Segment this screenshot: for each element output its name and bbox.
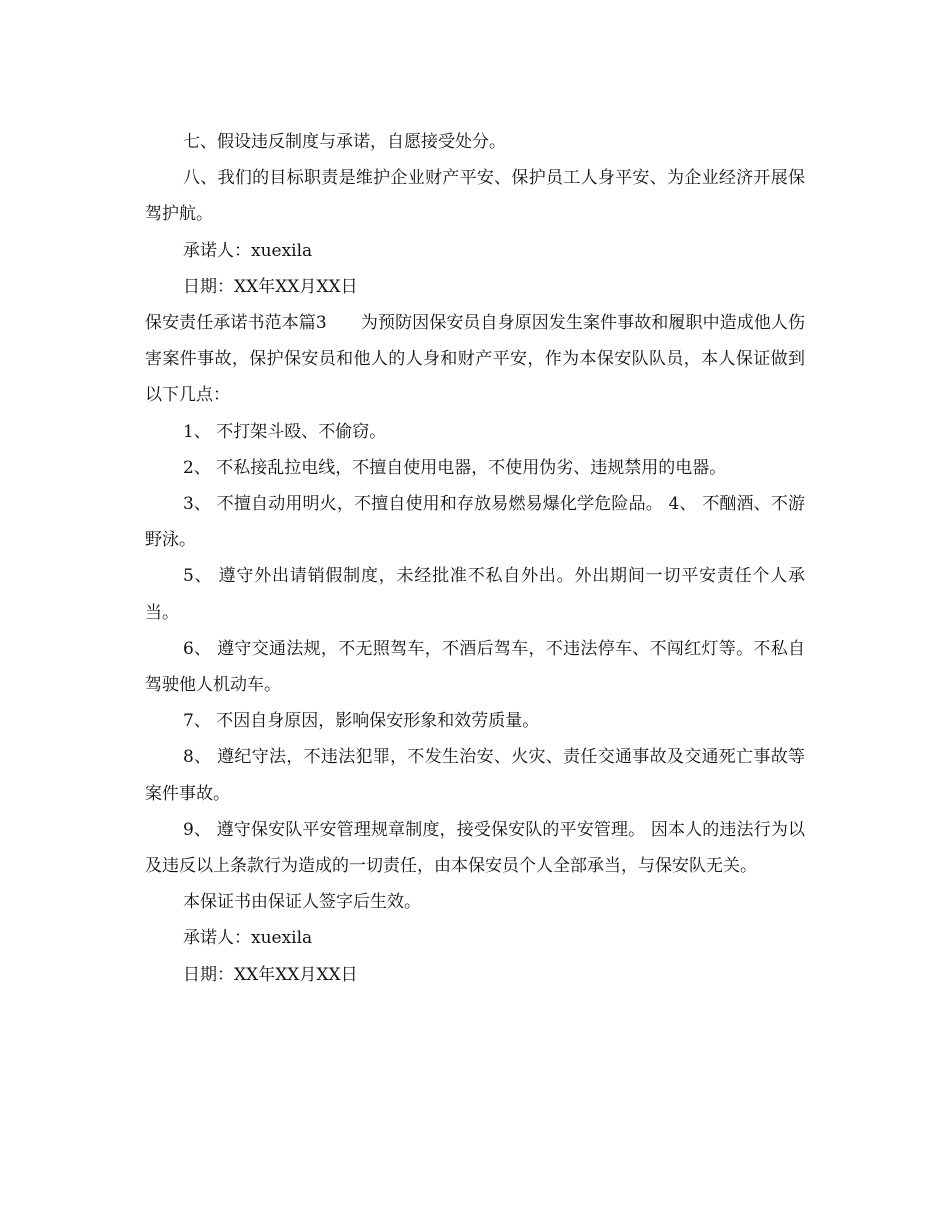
rule-item-5: 5、 遵守外出请销假制度，未经批准不私自外出。外出期间一切平安责任个人承当。 xyxy=(145,566,805,623)
paragraph-item-8: 八、我们的目标职责是维护企业财产平安、保护员工人身平安、为企业经济开展保驾护航。 xyxy=(145,168,805,225)
rule-item-1: 1、 不打架斗殴、不偷窃。 xyxy=(183,421,387,442)
paragraph-item-7: 七、假设违反制度与承诺，自愿接受处分。 xyxy=(183,132,506,152)
section-3-intro: 保安责任承诺书范本篇3 为预防因保安员自身原因发生案件事故和履职中造成他人伤害案件事故，保护保安员和他人的人身和财产平安，作为本保安队队员，本人保证做到以下几点： xyxy=(145,313,805,406)
document-body xyxy=(145,124,805,993)
rule-item-6: 6、 遵守交通法规，不无照驾车，不酒后驾车，不违法停车、不闯红灯等。不私自驾驶他人机动车。 xyxy=(145,638,805,696)
date-line: 日期：XX年XX月XX日 xyxy=(183,276,358,297)
rule-item-3: 3、 不擅自动用明火，不擅自使用和存放易燃易爆化学危险品。 4、 不酗酒、不游野泳。 xyxy=(145,494,805,551)
rule-item-2: 2、 不私接乱拉电线，不擅自使用电器，不使用伪劣、违规禁用的电器。 xyxy=(183,457,727,478)
date-line: 日期：XX年XX月XX日 xyxy=(183,964,358,985)
rule-item-9: 9、 遵守保安队平安管理规章制度，接受保安队的平安管理。 因本人的违法行为以及违反以上条款行为造成的一切责任，由本保安员个人全部承当，与保安队无关。 xyxy=(145,819,805,877)
signer-line: 承诺人：xuexila xyxy=(183,240,313,261)
signer-line: 承诺人：xuexila xyxy=(183,928,313,949)
effective-statement: 本保证书由保证人签字后生效。 xyxy=(183,892,421,913)
rule-item-8: 8、 遵纪守法，不违法犯罪，不发生治安、火灾、责任交通事故及交通死亡事故等案件事故。 xyxy=(145,747,805,804)
rule-item-7: 7、 不因自身原因，影响保安形象和效劳质量。 xyxy=(183,711,540,732)
